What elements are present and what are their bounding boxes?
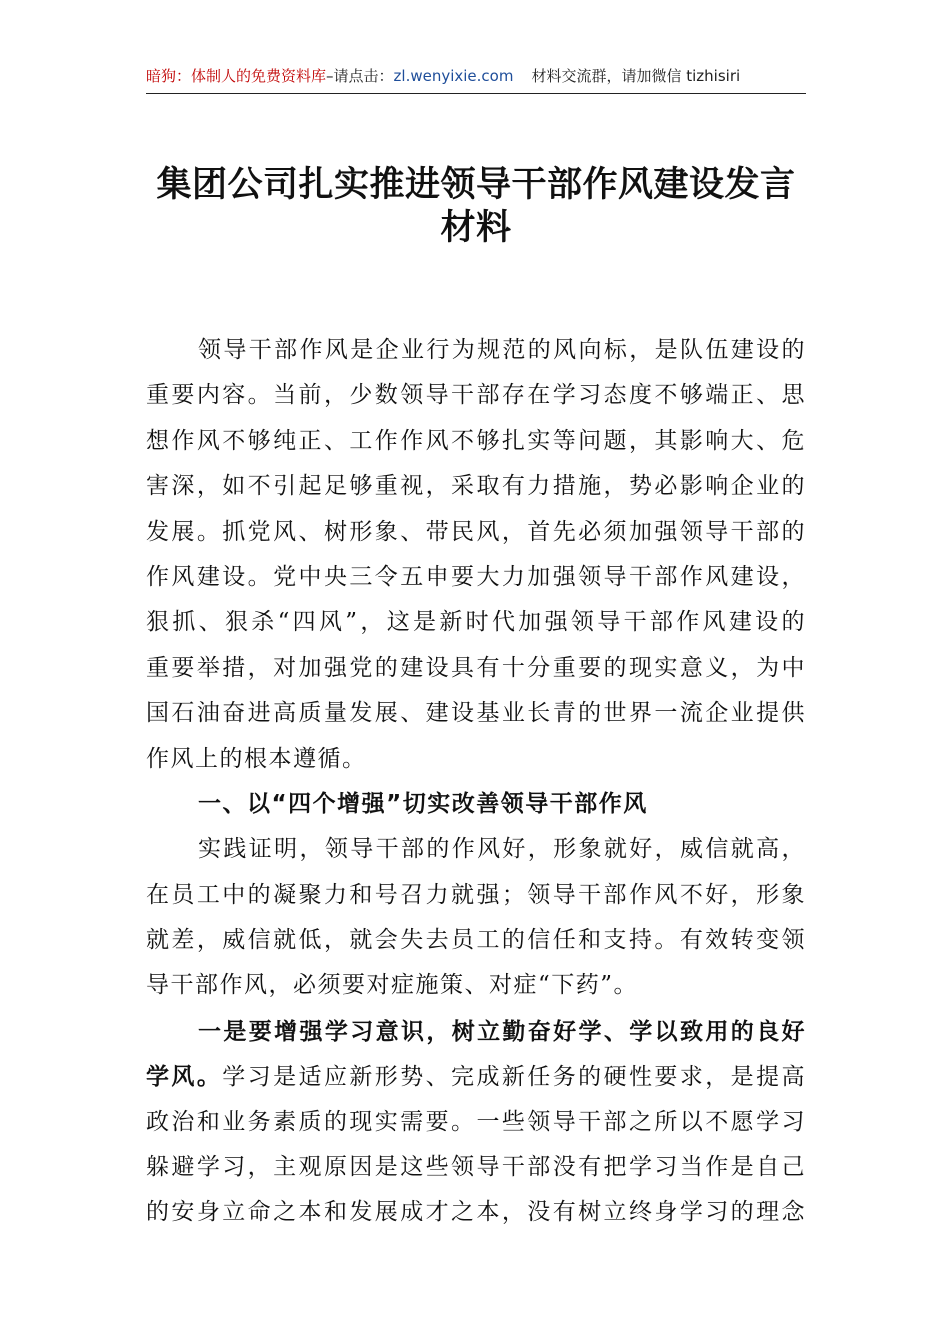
paragraph-line: 在员工中的凝聚力和号召力就强；领导干部作风不好，形象 bbox=[146, 881, 806, 908]
paragraph-line: 害深，如不引起足够重视，采取有力措施，势必影响企业的 bbox=[146, 473, 806, 500]
page-header bbox=[146, 66, 806, 86]
header-brand: 暗狗：体制人的免费资料库 bbox=[146, 67, 327, 85]
paragraph-line: 导干部作风，必须要对症施策、对症“下药”。 bbox=[146, 972, 639, 999]
paragraph-line: 狠抓、狠杀“四风”，这是新时代加强领导干部作风建设的 bbox=[146, 609, 806, 636]
paragraph-line: 政治和业务素质的现实需要。一些领导干部之所以不愿学习 bbox=[146, 1108, 806, 1135]
paragraph-line: 作风上的根本遵循。 bbox=[146, 745, 367, 772]
document-title-line-2: 材料 bbox=[440, 207, 512, 248]
paragraph-line: 就差，威信就低，就会失去员工的信任和支持。有效转变领 bbox=[146, 927, 806, 954]
header-site-link[interactable]: zl.wenyixie.com bbox=[393, 67, 514, 85]
paragraph-line bbox=[146, 1054, 806, 1099]
paragraph-line: 躲避学习，主观原因是这些领导干部没有把学习当作是自己 bbox=[146, 1154, 806, 1181]
paragraph-line: 想作风不够纯正、工作作风不够扎实等问题，其影响大、危 bbox=[146, 427, 806, 454]
paragraph-line: 国石油奋进高质量发展、建设基业长青的世界一流企业提供 bbox=[146, 700, 806, 727]
header-contact: 材料交流群，请加微信 tizhisiri bbox=[531, 67, 741, 85]
paragraph-text: 学习是适应新形势、完成新任务的硬性要求，是提高 bbox=[222, 1064, 807, 1091]
bold-lead-sentence: 一是要增强学习意识，树立勤奋好学、学以致用的良好 bbox=[198, 1017, 806, 1045]
paragraph-line: 发展。抓党风、树形象、带民风，首先必须加强领导干部的 bbox=[146, 518, 806, 545]
header-divider bbox=[146, 93, 806, 94]
paragraph-line: 的安身立命之本和发展成才之本，没有树立终身学习的理念 bbox=[146, 1199, 806, 1226]
section-heading-1: 一、以“四个增强”切实改善领导干部作风 bbox=[198, 790, 648, 817]
document-title-line-1: 集团公司扎实推进领导干部作风建设发言 bbox=[156, 164, 796, 205]
header-click-text: –请点击： bbox=[326, 67, 394, 85]
paragraph-line: 作风建设。党中央三令五申要大力加强领导干部作风建设， bbox=[146, 563, 806, 590]
paragraph-line: 重要内容。当前，少数领导干部存在学习态度不够端正、思 bbox=[146, 382, 806, 409]
paragraph-line: 领导干部作风是企业行为规范的风向标，是队伍建设的 bbox=[198, 337, 806, 363]
paragraph-line: 实践证明，领导干部的作风好，形象就好，威信就高， bbox=[198, 836, 806, 863]
bold-lead-end: 学风。 bbox=[146, 1063, 223, 1091]
paragraph-line: 重要举措，对加强党的建设具有十分重要的现实意义，为中 bbox=[146, 654, 806, 681]
document-body bbox=[146, 328, 806, 1236]
